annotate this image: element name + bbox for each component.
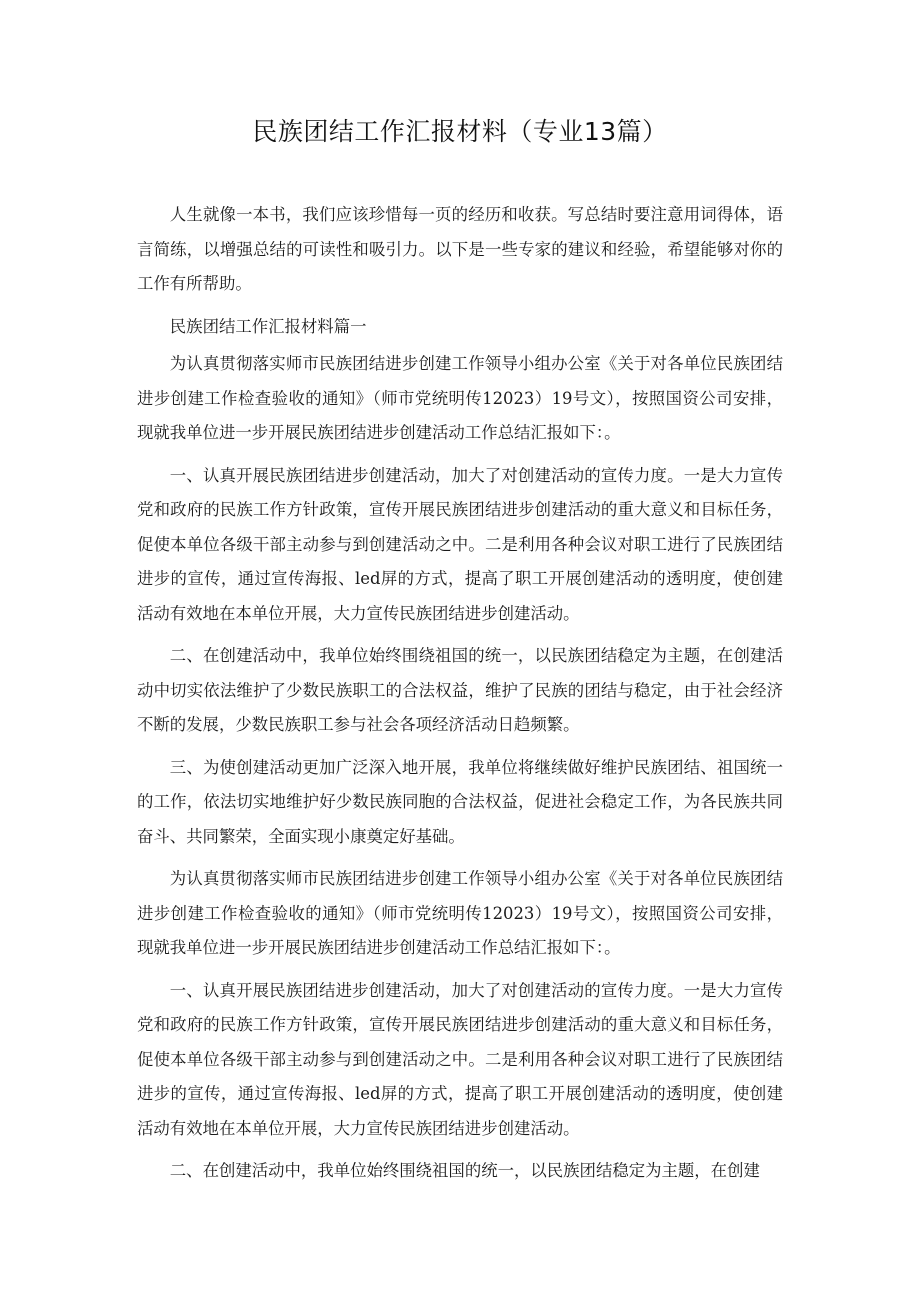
body-paragraph: 二、在创建活动中，我单位始终围绕祖国的统一，以民族团结稳定为主题，在创建活动中切实依法维护了少数民族职工的合法权益，维护了民族的团结与稳定，由于社会经济不断的发展，少数民族职工参与社会各项经济活动日趋频繁。: [137, 646, 783, 734]
intro-paragraph: 人生就像一本书，我们应该珍惜每一页的经历和收获。写总结时要注意用词得体，语言简练，以增强总结的可读性和吸引力。以下是一些专家的建议和经验，希望能够对你的工作有所帮助。: [137, 205, 783, 293]
document-title: 民族团结工作汇报材料（专业13篇）: [252, 117, 668, 146]
body-paragraph: 一、认真开展民族团结进步创建活动，加大了对创建活动的宣传力度。一是大力宣传党和政府的民族工作方针政策，宣传开展民族团结进步创建活动的重大意义和目标任务，促使本单位各级干部主动参与到创建活动之中。二是利用各种会议对职工进行了民族团结进步的宣传，通过宣传海报、led屏的方式，提高了职工开展创建活动的透明度，使创建活动有效地在本单位开展，大力宣传民族团结进步创建活动。: [137, 465, 783, 623]
body-paragraph: 为认真贯彻落实师市民族团结进步创建工作领导小组办公室《关于对各单位民族团结进步创建工作检查验收的通知》（师市党统明传12023）19号文），按照国资公司安排，现就我单位进一步开展民族团结进步创建活动工作总结汇报如下：。: [137, 869, 783, 957]
body-paragraph: 二、在创建活动中，我单位始终围绕祖国的统一，以民族团结稳定为主题，在创建: [169, 1161, 760, 1180]
section-heading: 民族团结工作汇报材料篇一: [169, 316, 367, 336]
body-paragraph: 三、为使创建活动更加广泛深入地开展，我单位将继续做好维护民族团结、祖国统一的工作，依法切实地维护好少数民族同胞的合法权益，促进社会稳定工作，为各民族共同奋斗、共同繁荣，全面实现小康奠定好基础。: [137, 757, 783, 846]
body-paragraph: 一、认真开展民族团结进步创建活动，加大了对创建活动的宣传力度。一是大力宣传党和政府的民族工作方针政策，宣传开展民族团结进步创建活动的重大意义和目标任务，促使本单位各级干部主动参与到创建活动之中。二是利用各种会议对职工进行了民族团结进步的宣传，通过宣传海报、led屏的方式，提高了职工开展创建活动的透明度，使创建活动有效地在本单位开展，大力宣传民族团结进步创建活动。: [137, 980, 783, 1138]
body-paragraph: 为认真贯彻落实师市民族团结进步创建工作领导小组办公室《关于对各单位民族团结进步创建工作检查验收的通知》（师市党统明传12023）19号文），按照国资公司安排，现就我单位进一步开展民族团结进步创建活动工作总结汇报如下：。: [137, 354, 783, 442]
document-body: [137, 198, 783, 1189]
